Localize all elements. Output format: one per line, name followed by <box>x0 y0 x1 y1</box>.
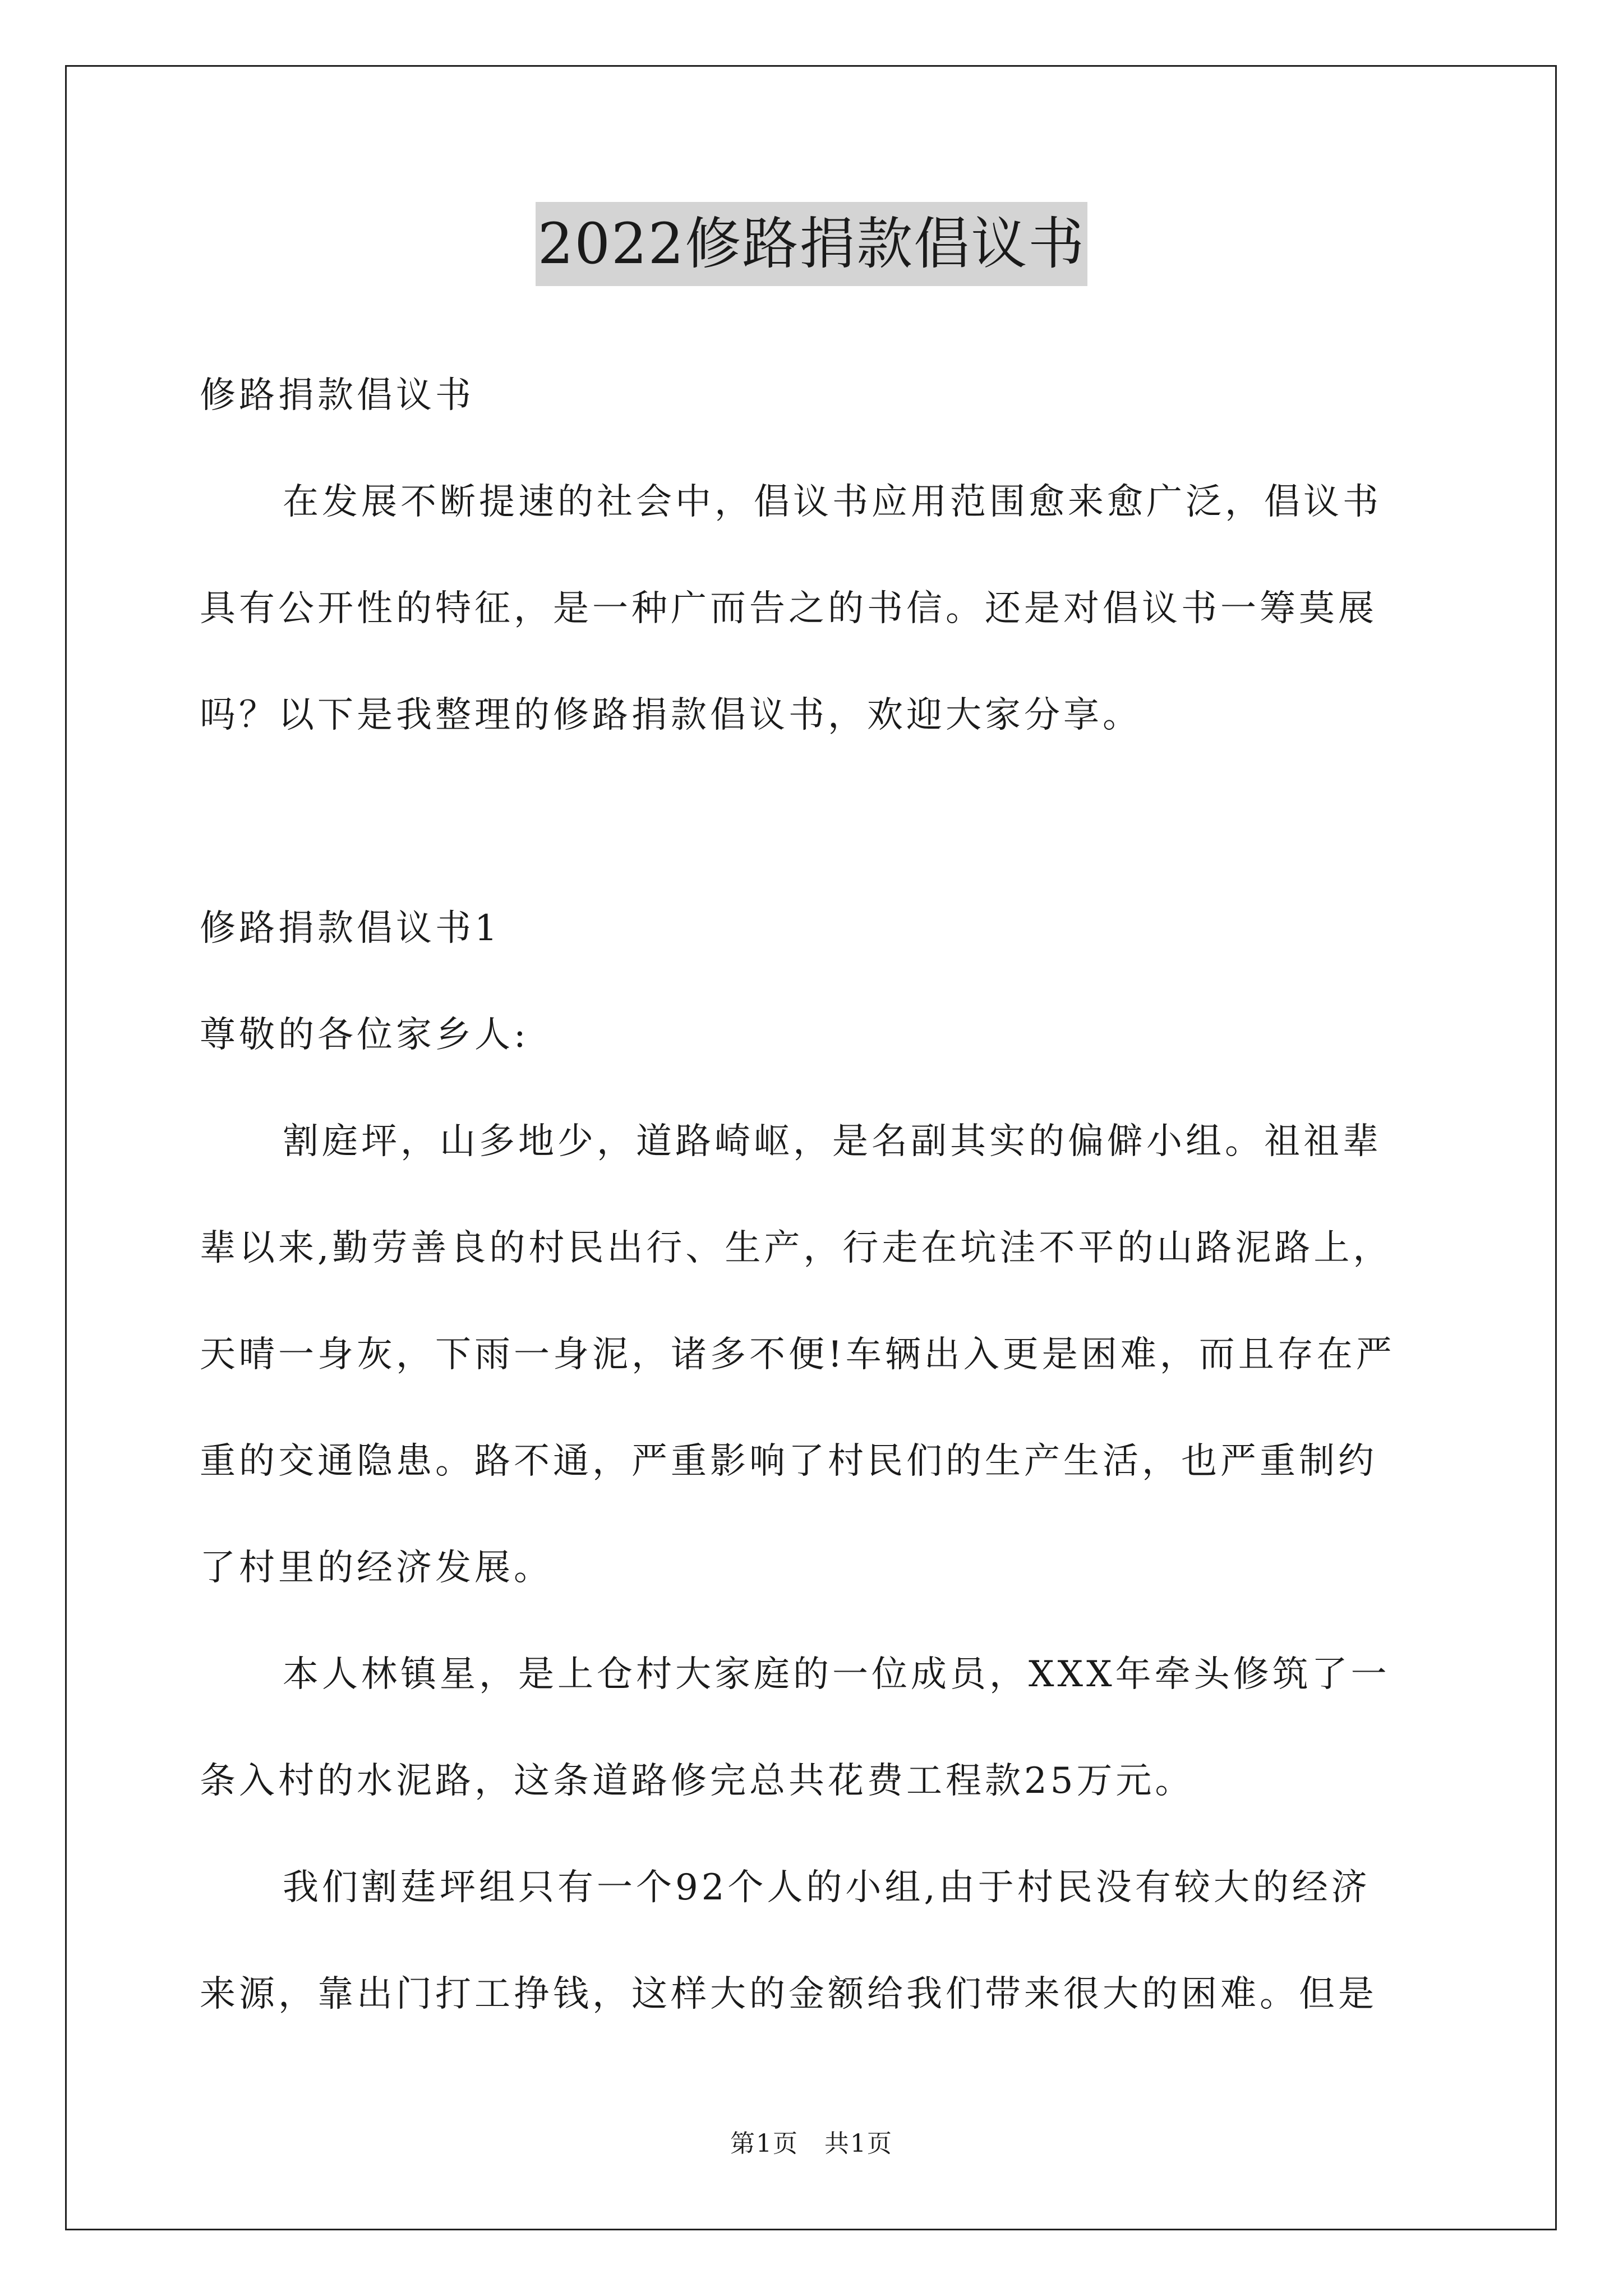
salutation: 尊敬的各位家乡人: <box>200 1014 529 1056</box>
intro-line: 吗？以下是我整理的修路捐款倡议书，欢迎大家分享。 <box>200 694 1142 736</box>
paragraph-line: 天晴一身灰，下雨一身泥，诸多不便!车辆出入更是困难，而且存在严 <box>200 1334 1395 1375</box>
paragraph-line: 来源，靠出门打工挣钱，这样大的金额给我们带来很大的困难。但是 <box>200 1973 1377 2015</box>
paragraph-line: 重的交通隐患。路不通，严重影响了村民们的生产生活，也严重制约 <box>200 1441 1377 1482</box>
paragraph-line: 条入村的水泥路，这条道路修完总共花费工程款25万元。 <box>200 1760 1195 1802</box>
paragraph-line: 我们割莛坪组只有一个92个人的小组,由于村民没有较大的经济 <box>283 1867 1371 1908</box>
paragraph-line: 本人林镇星，是上仓村大家庭的一位成员，XXX年牵头修筑了一 <box>283 1654 1390 1695</box>
paragraph-line: 辈以来,勤劳善良的村民出行、生产，行走在坑洼不平的山路泥路上， <box>200 1227 1393 1269</box>
title-container <box>0 202 1623 286</box>
spacer <box>200 769 1456 875</box>
intro-line: 在发展不断提速的社会中，倡议书应用范围愈来愈广泛，倡议书 <box>283 481 1382 523</box>
page-footer: 第1页 共1页 <box>730 2129 893 2158</box>
paragraph-line: 割庭坪，山多地少，道路崎岖，是名副其实的偏僻小组。祖祖辈 <box>283 1121 1382 1162</box>
paragraph-line: 了村里的经济发展。 <box>200 1547 553 1589</box>
subtitle: 修路捐款倡议书 <box>200 375 474 416</box>
intro-line: 具有公开性的特征，是一种广而告之的书信。还是对倡议书一筹莫展 <box>200 588 1377 629</box>
document-title: 2022修路捐款倡议书 <box>536 202 1088 286</box>
section-heading: 修路捐款倡议书1 <box>200 908 501 949</box>
document-body <box>200 342 1456 2047</box>
